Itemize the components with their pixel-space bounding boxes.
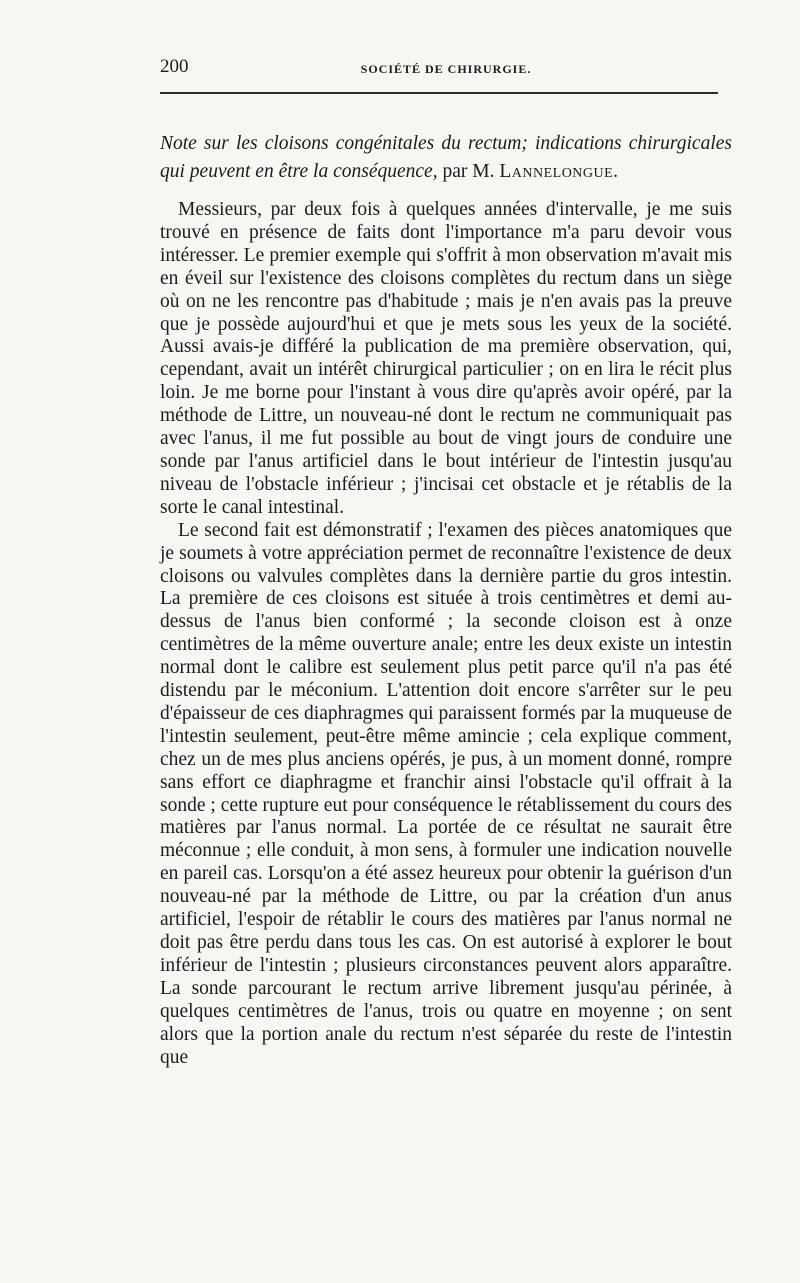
book-page	[160, 52, 732, 1069]
title-byline: par M.	[437, 161, 500, 182]
article-title	[160, 130, 732, 186]
running-head: SOCIÉTÉ DE CHIRURGIE.	[360, 62, 532, 76]
paragraph-2: Le second fait est démonstratif ; l'examen des pièces anatomiques que je soumets à votre appréciation permet de reconnaître l'existence de deux cloisons ou valvules complètes dans la dernière partie du gros intestin. La première de ces cloisons est située à trois centimètres et demi au-dessus de l'anus bien conformé ; la seconde cloison est à onze centimètres de la même ouverture anale; entre les deux existe un intestin normal dont le calibre est seulement plus petit parce qu'il n'a pas été distendu par le méconium. L'attention doit encore s'arrêter sur le peu d'épaisseur de ces diaphragmes qui paraissent formés par la muqueuse de l'intestin seulement, peut-être même amincie ; cela explique comment, chez un de mes plus anciens opérés, je pus, à un moment donné, rompre sans effort ce diaphragme et franchir ainsi l'obstacle qu'il offrait à la sonde ; cette rupture eut pour conséquence le rétablissement du cours des matières par l'anus normal. La portée de ce résultat ne saurait être méconnue ; elle conduit, à mon sens, à formuler une indication nouvelle en pareil cas. Lorsqu'on a été assez heureux pour obtenir la guérison d'un nouveau-né par la méthode de Littre, ou par la création d'un anus artificiel, l'espoir de rétablir le cours des matières par l'anus normal ne doit pas être perdu dans tous les cas. On est autorisé à explorer le bout inférieur de l'intestin ; plusieurs circonstances peuvent alors apparaître. La sonde parcourant le rectum arrive librement jusqu'au périnée, à quelques centimètres de l'anus, trois ou quatre en moyenne ; on sent alors que la portion anale du rectum n'est séparée du reste de l'intestin que	[160, 519, 732, 1068]
article-body	[160, 199, 732, 1069]
page-header	[160, 52, 732, 82]
title-text: Note sur les cloisons congénitales du rectum; indications chirurgicales qui peuvent en être la conséquence,	[160, 133, 732, 182]
paragraph-1: Messieurs, par deux fois à quelques années d'intervalle, je me suis trouvé en présence de faits dont l'importance m'a paru devoir vous intéresser. Le premier exemple qui s'offrit à mon observation m'avait mis en éveil sur l'existence des cloisons complètes du rectum dans un siège où on ne les rencontre pas d'habitude ; mais je n'en avais pas la preuve que je possède aujourd'hui et que je mets sous les yeux de la société. Aussi avais-je différé la publication de ma première observation, qui, cependant, avait un intérêt chirurgical particulier ; on en lira le récit plus loin. Je me borne pour l'instant à vous dire qu'après avoir opéré, par la méthode de Littre, un nouveau-né dont le rectum ne communiquait pas avec l'anus, il me fut possible au bout de vingt jours de conduire une sonde par l'anus artificiel dans le bout intérieur de l'intestin jusqu'au niveau de l'obstacle inférieur ; j'incisai cet obstacle et je rétablis de la sorte le canal intestinal.	[160, 199, 732, 518]
author-name: Lannelongue.	[499, 161, 619, 182]
header-rule	[160, 92, 718, 94]
page-number: 200	[160, 56, 189, 77]
